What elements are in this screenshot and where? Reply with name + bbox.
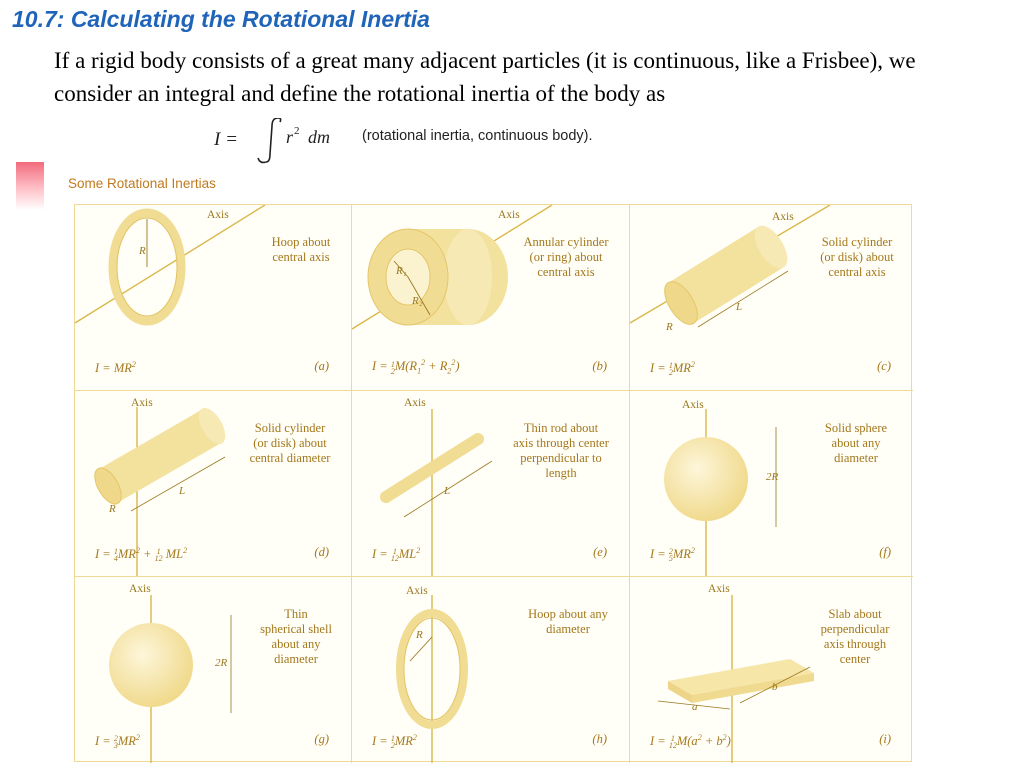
svg-text:2: 2 [294,125,300,137]
radius-label: R [666,321,673,333]
panel-description: Annular cylinder (or ring) about central axis [523,235,609,279]
panel-solid-cylinder-central-axis [630,205,913,391]
panel-description: Thin spherical shell about any diameter [260,607,332,666]
axis-label: Axis [498,209,520,221]
panel-description: Hoop about central axis [271,235,331,264]
diameter-label: 2R [766,471,779,483]
outer-radius-label: R₂ [412,295,423,307]
panel-letter: (e) [593,545,607,559]
length-label: L [444,485,451,497]
axis-label: Axis [682,399,704,411]
panel-solid-cylinder-central-diameter [75,391,352,577]
length-label: L [179,485,186,497]
panel-description: Solid sphere about any diameter [824,421,888,465]
formula-note: (rotational inertia, continuous body). [362,128,593,144]
panel-hoop-diameter [352,577,630,763]
panel-description: Solid cylinder (or disk) about central axis [820,235,894,279]
panel-letter: (f) [879,545,891,559]
panel-letter: (b) [592,359,607,373]
axis-label: Axis [772,211,794,223]
panel-description: Thin rod about axis through center perpendicular to length [513,421,609,480]
inertia-formula: I = 1 $2M(R_1^2 + R_2^2)$ [372,358,460,376]
panel-description: Hoop about any diameter [528,607,608,636]
svg-text:dm: dm [308,127,330,147]
axis-label: Axis [207,209,229,221]
panel-hoop-central-axis [75,205,352,391]
diameter-label: 2R [215,657,228,669]
inner-radius-label: R₁ [396,265,407,277]
svg-text:r: r [286,127,294,147]
panel-slab [630,577,913,763]
radius-label: R [139,245,146,257]
width-b-label: b [772,681,778,693]
panel-spherical-shell [75,577,352,763]
radius-label: R [416,629,423,641]
panel-thin-rod [352,391,630,577]
width-a-label: a [692,701,698,713]
inertia-formula: I = 1 $2MR^2$ [650,359,695,377]
panel-letter: (d) [314,545,329,559]
inertia-formula: $I = MR^2$ [95,359,136,375]
rotational-inertia-table [74,204,912,762]
length-label: L [736,301,743,313]
inertia-formula: I = 2 $5MR^2$ [650,545,695,563]
panel-letter: (a) [314,359,329,373]
panel-letter: (g) [314,732,329,746]
inertia-formula: I = 1 $2MR^2$ [372,732,417,750]
inertia-formula: I = 1 $4MR^2 + 1$ 12 $ML^2$ [95,545,188,563]
axis-label: Axis [129,583,151,595]
slide-corner-decoration [16,162,44,210]
panel-letter: (c) [877,359,891,373]
inertia-formula: I = 1 $12M(a^2 + b^2)$ [650,732,731,750]
panel-description: Slab about perpendicular axis through center [820,607,890,666]
inertia-formula: I = 1 $12ML^2$ [372,545,421,563]
svg-text:I =: I = [214,129,238,150]
panel-solid-sphere [630,391,913,577]
axis-label: Axis [406,585,428,597]
panel-letter: (h) [592,732,607,746]
panel-letter: (i) [879,732,891,746]
radius-label: R [109,503,116,515]
axis-label: Axis [404,397,426,409]
axis-label: Axis [131,397,153,409]
slide-title: 10.7: Calculating the Rotational Inertia [12,6,430,32]
panel-description: Solid cylinder (or disk) about central diameter [249,421,331,465]
inertia-formula: I = 2 $3MR^2$ [95,732,140,750]
figure-caption: Some Rotational Inertias [68,176,216,191]
intro-paragraph: If a rigid body consists of a great many adjacent particles (it is continuous, like a Frisbee), we consider an integral and define the rotational inertia of the body as [54,48,916,106]
panel-annular-cylinder [352,205,630,391]
axis-label: Axis [708,583,730,595]
